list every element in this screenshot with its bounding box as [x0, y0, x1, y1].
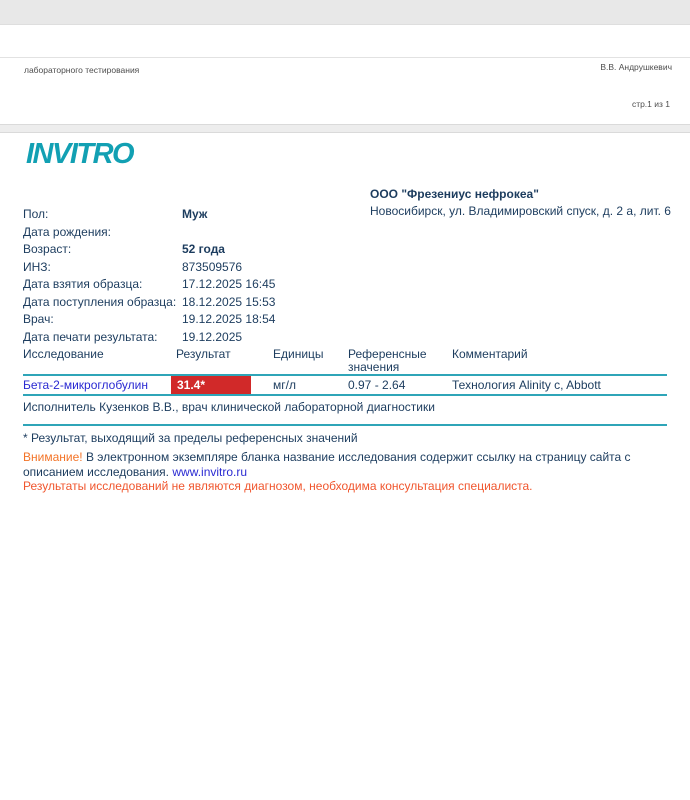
- info-label: Дата печати результата:: [23, 329, 158, 344]
- attention-label: Внимание!: [23, 450, 83, 464]
- info-value: 18.12.2025 15:53: [182, 294, 276, 309]
- info-value: 873509576: [182, 259, 243, 274]
- reference-range: 0.97 - 2.64: [348, 378, 406, 392]
- partial-header-text: лабораторного тестирования: [24, 65, 140, 75]
- info-value: 52 года: [182, 242, 225, 256]
- invitro-logo: INVITRO: [26, 138, 134, 170]
- info-value: 19.12.2025 18:54: [182, 312, 276, 326]
- column-header-reference: Референсные значения: [348, 347, 427, 374]
- page-number: стр.1 из 1: [631, 99, 670, 109]
- asterisk-note: * Результат, выходящий за пределы референсных значений: [23, 431, 358, 445]
- patient-info: [23, 207, 443, 347]
- info-row: [23, 312, 443, 330]
- attention-text: В электронном экземпляре бланка название исследования содержит ссылку на страницу сайта с описанием исследования.: [23, 450, 631, 479]
- info-label: Дата поступления образца:: [23, 294, 177, 309]
- comment-value: Технология Alinity c, Abbott: [452, 378, 601, 392]
- invitro-site-link[interactable]: www.invitro.ru: [172, 464, 248, 479]
- test-name-link[interactable]: Бета-2-микроглобулин: [23, 378, 149, 392]
- info-row: [23, 225, 443, 243]
- info-label: Врач:: [23, 312, 54, 326]
- info-row: [23, 277, 443, 295]
- info-label: Дата взятия образца:: [23, 277, 143, 291]
- info-label: Пол:: [23, 207, 49, 221]
- header-divider-line: [0, 57, 690, 58]
- results-table-body: [23, 376, 667, 396]
- result-value-flagged: 31.4*: [171, 376, 251, 394]
- column-header-comment: Комментарий: [452, 347, 528, 361]
- results-table-header: [23, 345, 667, 376]
- result-row: [23, 376, 667, 396]
- info-label: Дата рождения:: [23, 224, 111, 239]
- disclaimer-note: Результаты исследований не являются диагнозом, необходима консультация специалиста.: [23, 479, 533, 493]
- units-value: мг/л: [273, 378, 296, 392]
- column-header-test: Исследование: [23, 347, 104, 361]
- client-address: Новосибирск, ул. Владимировский спуск, д. 2 а, лит. 6: [370, 203, 671, 218]
- info-row: [23, 295, 443, 313]
- info-value: Муж: [182, 207, 208, 221]
- info-label: Возраст:: [23, 242, 72, 256]
- info-value: 19.12.2025: [182, 329, 243, 344]
- results-table: [23, 345, 667, 414]
- viewer-top-strip: [0, 0, 690, 25]
- column-header-result: Результат: [176, 347, 231, 361]
- attention-note: [23, 450, 665, 479]
- page-separator: [0, 124, 690, 133]
- info-value: 17.12.2025 16:45: [182, 277, 276, 291]
- footnote-divider-line: [23, 424, 667, 426]
- info-row: [23, 242, 443, 260]
- column-header-units: Единицы: [273, 347, 324, 361]
- client-name: ООО "Фрезениус нефрокеа": [370, 187, 539, 201]
- info-row: [23, 207, 443, 225]
- info-row: [23, 260, 443, 278]
- executor-line: Исполнитель Кузенков В.В., врач клинической лабораторной диагностики: [23, 400, 435, 414]
- info-label: ИНЗ:: [23, 259, 51, 274]
- signature-name: В.В. Андрушкевич: [600, 62, 672, 72]
